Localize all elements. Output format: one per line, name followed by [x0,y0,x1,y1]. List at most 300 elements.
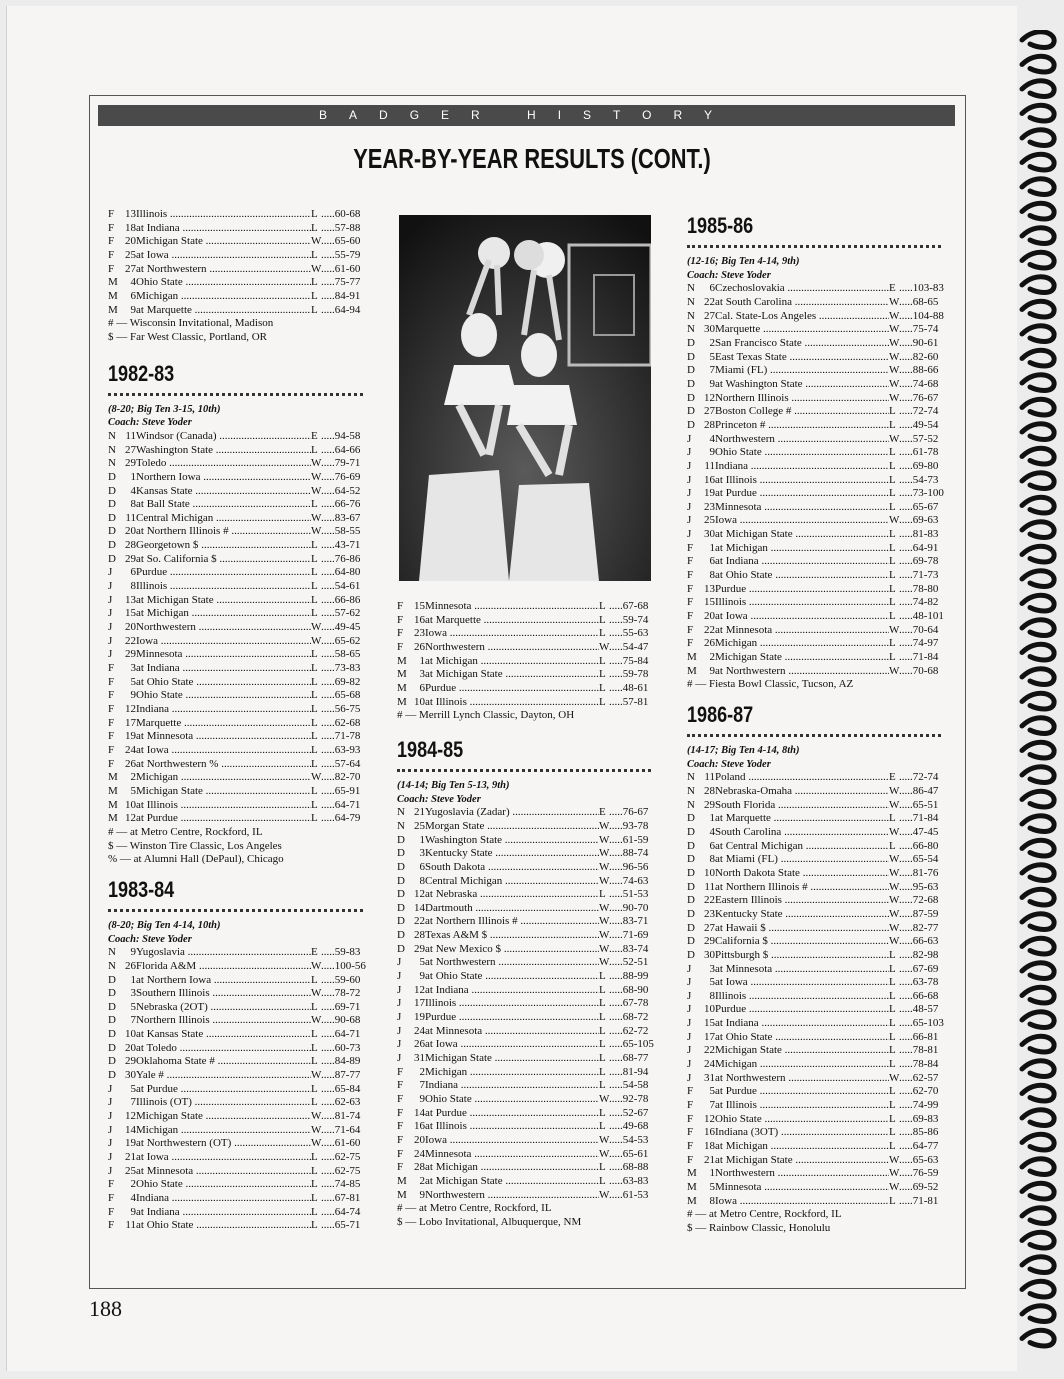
game-day: 13 [125,208,136,220]
game-day: 17 [125,716,136,729]
game-day: 22 [414,915,425,928]
game-row [108,621,363,635]
game-row [687,1140,941,1154]
game-opponent: at Michigan ..... [715,542,889,556]
game-result: L [599,888,606,901]
game-result: W [311,1137,322,1150]
game-result: L [311,716,318,729]
game-month: D [108,1041,116,1054]
game-row [108,689,363,703]
game-row [397,682,651,696]
game-day: 2 [419,1174,425,1187]
game-month: F [397,1161,404,1174]
game-score: ..... 75-84 [609,655,651,669]
game-score: ..... 90-70 [609,902,651,916]
game-result: L [889,528,896,541]
game-day: 3 [130,662,136,675]
spiral-coil [1022,1281,1054,1297]
game-day: 22 [704,1044,715,1057]
season-heading: 1985-86 [687,213,754,238]
game-row [687,596,941,610]
game-score: ..... 49-54 [899,419,941,433]
game-day: 12 [125,812,136,825]
game-day: 7 [419,1079,425,1092]
game-result: L [599,668,606,681]
spiral-coil [1022,301,1054,317]
game-day: 7 [130,1096,136,1109]
game-score: ..... 58-65 [321,648,363,662]
game-month: D [397,888,405,901]
game-row [687,610,944,624]
game-day: 2 [130,771,136,784]
game-month: D [108,552,116,565]
game-month: M [108,289,118,302]
game-opponent: Miami (FL) ..... [715,364,889,378]
game-month: J [687,473,692,486]
game-row [687,460,941,474]
game-result: W [599,929,610,942]
game-result: W [599,874,610,887]
game-result: W [889,514,900,527]
game-row [397,627,651,641]
spiral-coil [1022,1183,1054,1199]
game-opponent: at Indiana ..... [136,662,311,676]
game-day: 1 [709,1167,715,1180]
game-month: M [687,1194,697,1207]
game-day: 24 [125,743,136,756]
game-result: W [311,1014,322,1027]
game-score: ..... 69-80 [899,460,941,474]
game-score: ..... 94-58 [321,430,363,444]
game-month: F [397,1065,404,1078]
game-score: ..... 90-61 [899,337,941,351]
game-result: L [311,812,318,825]
game-result: L [311,443,318,456]
game-score: ..... 49-45 [321,621,363,635]
game-score: ..... 57-52 [899,433,941,447]
game-result: L [311,662,318,675]
game-month: N [687,323,695,336]
game-month: J [397,970,402,983]
game-row [687,949,941,963]
game-result: L [311,580,318,593]
game-score: ..... 71-84 [899,651,941,665]
game-day: 8 [709,569,715,582]
game-score: ..... 100-56 [321,960,363,974]
game-month: D [397,833,405,846]
game-month: D [397,915,405,928]
game-row [687,637,941,651]
game-day: 10 [414,695,425,708]
game-month: D [108,1055,116,1068]
game-month: F [108,235,115,248]
spiral-coil [1022,1232,1054,1248]
game-opponent: at Northern Iowa ..... [136,974,311,988]
game-row [108,1042,363,1056]
game-row [108,1083,363,1097]
game-day: 3 [130,987,136,1000]
game-score: ..... 76-86 [321,553,363,567]
game-month: D [687,839,695,852]
game-score: ..... 62-70 [899,1085,941,1099]
spiral-coil [1022,179,1054,195]
game-row [687,1031,941,1045]
game-list [108,430,363,826]
game-month: D [108,1014,116,1027]
game-score: ..... 82-77 [899,922,941,936]
game-result: L [889,839,896,852]
game-opponent: Michigan State ..... [715,651,889,665]
game-row [397,915,651,929]
game-month: D [108,1069,116,1082]
game-day: 4 [709,432,715,445]
game-month: F [108,757,115,770]
game-score: ..... 62-68 [321,717,363,731]
game-opponent: at Marquette ..... [136,304,311,318]
game-day: 12 [125,703,136,715]
game-day: 21 [704,1153,715,1166]
game-score: ..... 62-63 [321,1096,363,1110]
spiral-coil [1022,277,1054,293]
game-row [108,785,363,799]
game-month: F [397,1106,404,1119]
game-opponent: South Florida ..... [715,799,889,813]
game-score: ..... 74-63 [609,875,651,889]
game-result: E [599,806,606,819]
game-month: D [108,498,116,511]
game-opponent: at Northern Illinois # ..... [715,881,889,895]
game-opponent: Georgetown $ ..... [136,539,311,553]
game-result: L [889,596,896,609]
spiral-coil [1022,693,1054,709]
game-opponent: at South Carolina ..... [715,296,889,310]
game-day: 29 [125,1055,136,1068]
game-result: L [311,303,318,316]
game-score: ..... 64-74 [321,1206,363,1220]
game-day: 27 [704,309,715,322]
dotted-divider [108,909,363,912]
game-score: ..... 88-74 [609,847,651,861]
spiral-coil [1022,644,1054,660]
game-row [108,1069,363,1083]
game-opponent: at Northern Illinois # ..... [425,915,599,929]
game-day: 16 [414,613,425,626]
game-opponent: Cal. State-Los Angeles ..... [715,310,889,324]
game-day: 27 [125,262,136,275]
game-row [108,1096,363,1110]
game-opponent: Yale # ..... [136,1069,311,1083]
game-opponent: Iowa ..... [136,635,311,649]
game-score: ..... 84-89 [321,1055,363,1069]
game-day: 22 [704,623,715,636]
game-result: L [889,1099,896,1112]
game-score: ..... 60-73 [321,1042,363,1056]
game-day: 30 [704,528,715,541]
game-result: L [889,1140,896,1153]
game-month: M [108,784,118,797]
game-day: 1 [130,973,136,986]
game-month: M [108,276,118,289]
game-result: L [889,1003,896,1016]
game-row [687,624,941,638]
game-result: W [599,901,610,914]
spiral-coil [1022,987,1054,1003]
game-result: W [889,853,900,866]
game-day: 20 [125,621,136,634]
game-score: ..... 74-85 [321,1178,363,1192]
game-month: D [687,336,695,349]
game-row [108,594,363,608]
season-coach: Coach: Steve Yoder [687,269,771,281]
game-score: ..... 65-68 [321,689,363,703]
game-day: 9 [709,446,715,459]
game-opponent: at Michigan State ..... [715,528,889,542]
season-heading: 1986-87 [687,702,754,727]
game-result: W [311,525,322,538]
game-result: L [311,703,318,715]
game-day: 8 [419,874,425,887]
game-row [397,1079,651,1093]
game-opponent: Texas A&M $ ..... [425,929,599,943]
season-heading: 1982-83 [108,360,175,386]
game-day: 11 [704,459,715,472]
game-score: ..... 93-78 [609,820,651,834]
game-score: ..... 55-63 [609,627,651,641]
game-day: 16 [704,1126,715,1139]
game-row [108,1165,363,1179]
game-month: N [687,784,695,797]
game-score: ..... 63-83 [609,1175,651,1189]
game-month: D [397,874,405,887]
game-result: W [311,634,322,647]
game-list [108,208,363,317]
game-row [397,1038,654,1052]
game-day: 6 [419,860,425,873]
game-month: J [397,1038,402,1051]
game-row [687,665,941,679]
game-day: 3 [709,962,715,975]
game-score: ..... 61-53 [609,1189,651,1203]
game-day: 11 [704,880,715,893]
game-row [687,990,941,1004]
game-score: ..... 43-71 [321,539,363,553]
game-month: J [108,1123,113,1136]
game-result: L [889,989,896,1002]
game-month: M [397,668,407,681]
game-month: D [108,484,116,497]
game-month: F [108,248,115,261]
game-score: ..... 48-57 [899,1003,941,1017]
game-score: ..... 82-60 [899,351,941,365]
game-result: L [889,1085,896,1098]
game-day: 2 [709,651,715,664]
column-1 [108,208,366,1233]
game-month: N [108,429,116,442]
game-row [687,474,941,488]
game-day: 29 [125,648,136,661]
game-score: ..... 62-57 [899,1072,941,1086]
game-result: W [889,825,900,838]
season-coach: Coach: Steve Yoder [108,417,192,429]
game-day: 9 [709,664,715,677]
spiral-coil [1022,32,1054,48]
game-score: ..... 52-51 [609,956,651,970]
game-day: 29 [125,552,136,565]
game-opponent: Michigan State ..... [136,1110,311,1124]
game-row [108,304,363,318]
game-score: ..... 74-68 [899,378,941,392]
game-result: W [889,866,900,879]
game-score: ..... 66-81 [899,1031,941,1045]
game-result: L [889,651,896,664]
game-opponent: at Ohio State ..... [715,569,889,583]
game-month: J [397,1052,402,1065]
game-result: L [311,648,318,661]
game-result: L [889,1112,896,1125]
game-day: 6 [130,566,136,579]
game-day: 30 [125,1069,136,1082]
game-month: D [687,364,695,377]
game-score: ..... 51-53 [609,888,651,902]
game-month: F [108,221,115,234]
game-day: 28 [125,539,136,552]
game-row [687,881,941,895]
game-row [108,676,363,690]
game-month: J [687,432,692,445]
game-day: 1 [709,812,715,825]
game-score: ..... 57-88 [321,222,363,236]
game-month: N [397,819,405,832]
game-day: 10 [125,798,136,811]
game-score: ..... 76-59 [899,1167,941,1181]
game-row [397,655,651,669]
notes [108,826,363,867]
game-score: ..... 54-58 [609,1079,651,1093]
game-month: N [108,457,116,470]
game-opponent: Florida A&M ..... [136,960,311,974]
game-opponent: Morgan State ..... [425,820,599,834]
game-month: F [108,689,115,702]
game-result: L [311,675,318,688]
game-row [108,485,363,499]
game-opponent: at Illinois ..... [425,1120,599,1134]
game-month: J [397,1024,402,1037]
game-result: W [599,1133,610,1146]
game-score: ..... 52-67 [609,1107,651,1121]
game-score: ..... 62-75 [321,1151,363,1165]
game-row [108,290,363,304]
game-day: 27 [704,405,715,418]
game-row [397,861,651,875]
game-score: ..... 83-74 [609,943,651,957]
game-month: N [108,946,116,959]
game-score: ..... 65-51 [899,799,941,813]
game-month: F [397,613,404,626]
game-day: 9 [419,1093,425,1105]
season-record: (12-16; Big Ten 4-14, 9th) [687,256,800,267]
game-opponent: Illinois ..... [715,596,889,610]
game-row [108,771,363,785]
game-row [397,668,651,682]
game-score: ..... 76-69 [321,471,363,485]
game-day: 2 [419,1065,425,1078]
game-score: ..... 72-68 [899,894,941,908]
game-opponent: Purdue ..... [715,1003,889,1017]
game-row [687,433,941,447]
spiral-coil [1022,448,1054,464]
game-month: J [108,566,113,579]
spiral-coil [1022,1159,1054,1175]
game-day: 31 [414,1052,425,1065]
game-row [108,580,363,594]
game-day: 26 [414,1038,425,1051]
game-row [108,1219,363,1233]
game-score: ..... 74-99 [899,1099,941,1113]
game-score: ..... 68-77 [609,1052,651,1066]
game-opponent: Minnesota ..... [425,1148,599,1162]
game-result: W [889,935,900,948]
game-row [687,894,941,908]
game-result: L [599,997,606,1010]
game-day: 6 [709,839,715,852]
game-score: ..... 66-86 [321,594,363,608]
game-day: 29 [414,942,425,955]
spiral-coil [1022,718,1054,734]
game-result: L [311,757,318,770]
game-month: N [687,771,695,784]
game-score: ..... 72-74 [899,405,941,419]
spiral-coil [1022,1208,1054,1224]
game-score: ..... 83-67 [321,512,363,526]
game-month: F [397,600,404,612]
game-score: ..... 82-70 [321,771,363,785]
game-day: 20 [704,610,715,623]
spiral-coil [1022,1330,1054,1346]
game-score: ..... 61-78 [899,446,941,460]
game-month: D [687,866,695,879]
game-month: J [687,1017,692,1030]
game-score: ..... 65-84 [321,1083,363,1097]
game-opponent: at Iowa ..... [425,1038,599,1052]
spiral-coil [1022,252,1054,268]
game-row [687,1044,941,1058]
game-result: L [889,555,896,568]
game-day: 26 [414,640,425,653]
game-month: N [397,806,405,819]
game-opponent: Minnesota ..... [425,600,599,614]
game-opponent: Dartmouth ..... [425,902,599,916]
game-list [108,946,366,1233]
game-opponent: Northwestern ..... [425,641,599,655]
game-row [108,1206,363,1220]
game-result: L [599,983,606,996]
game-row [108,635,363,649]
game-opponent: Indiana (3OT) ..... [715,1126,889,1140]
game-row [108,1124,363,1138]
game-month: D [687,391,695,404]
game-score: ..... 69-63 [899,514,941,528]
game-day: 22 [125,634,136,647]
game-opponent: at Indiana ..... [425,984,599,998]
game-result: W [311,771,322,784]
game-score: ..... 74-82 [899,596,941,610]
game-day: 9 [419,1188,425,1201]
game-month: J [687,514,692,527]
game-result: L [311,289,318,302]
spiral-coil [1022,375,1054,391]
game-month: F [108,262,115,275]
spiral-coil [1022,963,1054,979]
